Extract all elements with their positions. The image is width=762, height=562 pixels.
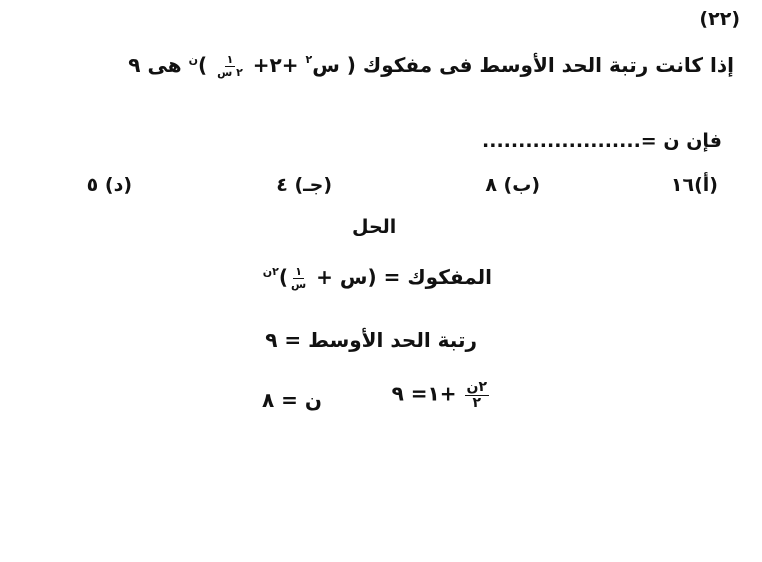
solution-answer: [262, 390, 322, 410]
expansion-label: المفكوك =: [383, 265, 492, 289]
solution-heading: الحل: [352, 216, 397, 238]
answer-value: = ٨: [262, 388, 298, 412]
answer-blank-line: [482, 132, 722, 151]
solution-middle-term-rank: رتبة الحد الأوسط = ٩: [265, 328, 477, 352]
solution-equation: [392, 380, 490, 410]
expansion-plus: +: [316, 265, 333, 289]
stem-fraction-den-main: ٢: [236, 66, 243, 79]
stem-close-paren: ): [197, 53, 208, 77]
stem-fraction-denominator: [215, 67, 245, 79]
expansion-close-paren: ): [278, 265, 288, 289]
stem-plus: +٢+: [252, 53, 299, 77]
option-c[interactable]: (جـ) ٤: [276, 174, 332, 196]
expansion-power: ٢ن: [262, 265, 279, 278]
stem-power: ن: [188, 53, 198, 66]
stem-fraction: [215, 54, 245, 78]
stem-fraction-den-sub: س: [217, 66, 233, 79]
question-stem: [128, 54, 734, 79]
stem-exponent: ٢: [305, 53, 313, 66]
question-number: (٢٢): [699, 8, 740, 30]
expansion-fraction-numerator: ١: [295, 265, 302, 279]
answer-variable: ن: [304, 388, 322, 412]
expansion-base: س: [339, 265, 368, 289]
equation-fraction-denominator: ٢: [472, 394, 482, 411]
expansion-open-paren: (: [367, 265, 377, 289]
option-b[interactable]: (ب) ٨: [485, 174, 540, 196]
stem-fraction-numerator: ١: [226, 53, 234, 67]
option-d[interactable]: (د) ٥: [86, 174, 132, 196]
equation-rest: +١= ٩: [391, 381, 457, 406]
option-a[interactable]: (أ)١٦: [670, 174, 718, 196]
equation-fraction-numerator: ٢ن: [466, 379, 487, 395]
solution-expansion-line: [263, 266, 492, 291]
blank-dots: =......................: [482, 130, 657, 152]
blank-label: فإن: [686, 130, 722, 152]
blank-variable: ن: [663, 130, 680, 152]
stem-base: س: [312, 53, 340, 77]
stem-text: إذا كانت رتبة الحد الأوسط فى مفكوك (: [346, 53, 734, 77]
equation-fraction: [465, 380, 490, 410]
expansion-fraction: [289, 266, 308, 290]
stem-end: هى ٩: [128, 53, 182, 77]
expansion-fraction-denominator: س: [291, 278, 307, 291]
